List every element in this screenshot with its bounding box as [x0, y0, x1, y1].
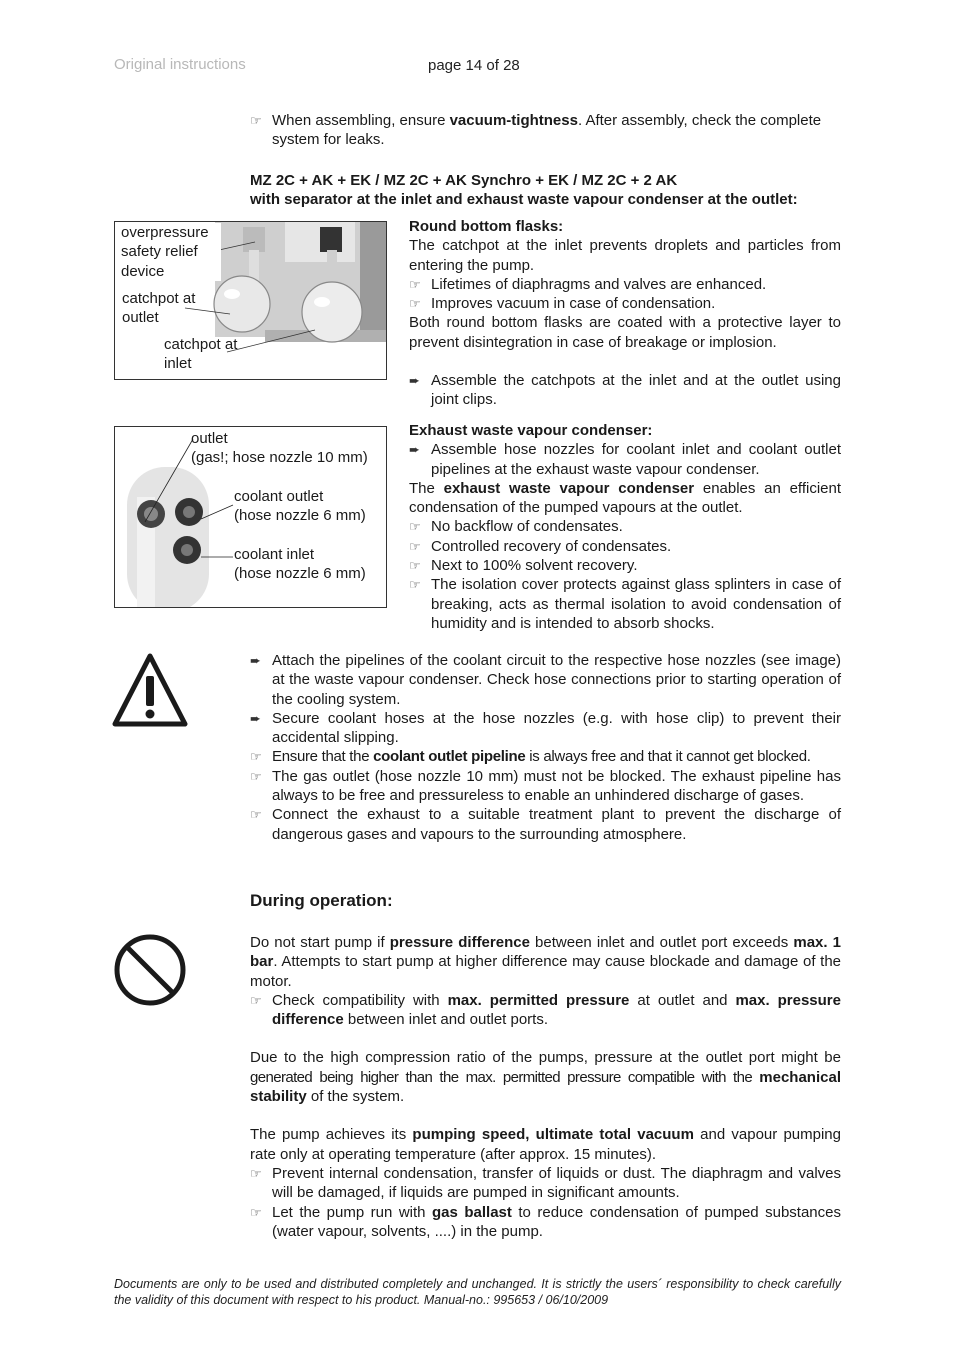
note-hand-icon: ☞	[409, 538, 421, 554]
label-outlet: outlet (gas!; hose nozzle 10 mm)	[191, 430, 368, 467]
footer-disclaimer: Documents are only to be used and distributed completely and unchanged. It is strictly the users´ responsibility to check carefully the validity of this document with respect to his product. Manual-no.: 995653 / 06/10/2009	[114, 1277, 841, 1307]
intro-note: ☞ When assembling, ensure vacuum-tightness. After assembly, check the complete system for leaks.	[250, 112, 822, 149]
section-warning: ➨ Attach the pipelines of the coolant circuit to the respective hose nozzles (see image) at the waste vapour condenser. Check hose connections prior to starting operation of the cooling system. ➨ Secure coolant hoses at the hose nozzles (e.g. with hose clip) to prevent their accidental slipping. ☞ Ensure that the coolant outlet pipeline is always free and that it cannot get blocked. ☞ The gas outlet (hose nozzle 10 mm) must not be blocked. The exhaust pipeline has always to be free and pressureless to enable an unhindered discharge of gases. ☞ Connect the exhaust to a suitable treatment plant to prevent the discharge of dangerous gases and vapours to the surrounding atmosphere.	[250, 652, 841, 843]
note-hand-icon: ☞	[409, 558, 421, 574]
note-hand-icon: ☞	[250, 1204, 262, 1220]
note-hand-icon: ☞	[250, 807, 262, 823]
note-hand-icon: ☞	[409, 296, 421, 312]
note-hand-icon: ☞	[250, 992, 262, 1008]
label-relief-device: overpressure safety relief device	[121, 223, 221, 281]
round-flasks-heading: Round bottom flasks:	[409, 218, 564, 235]
note-hand-icon: ☞	[409, 577, 421, 593]
note-hand-icon: ☞	[409, 519, 421, 535]
condenser-heading: Exhaust waste vapour condenser:	[409, 422, 653, 439]
section-round-flasks: Round bottom flasks: The catchpot at the inlet prevents droplets and particles from entering the pump. ☞ Lifetimes of diaphragms and valves are enhanced. ☞ Improves vacuum in case of condensation. Both round bottom flasks are coated with a protective layer to prevent disintegration in case of breakage or implosion. ➨ Assemble the catchpots at the inlet and at the outlet using joint clips.	[409, 218, 841, 409]
label-catchpot-outlet: catchpot at outlet	[122, 290, 196, 327]
action-arrow-icon: ➨	[409, 442, 420, 458]
note-hand-icon: ☞	[250, 1165, 262, 1181]
page-number: page 14 of 28	[428, 57, 520, 74]
action-arrow-icon: ➨	[250, 653, 261, 668]
warning-triangle-icon	[112, 652, 188, 728]
model-title: MZ 2C + AK + EK / MZ 2C + AK Synchro + EK / MZ 2C + 2 AK with separator at the inlet and exhaust waste vapour condenser at the outlet:	[250, 172, 798, 209]
label-catchpot-inlet: catchpot at inlet	[164, 336, 238, 373]
figure-condenser	[114, 426, 387, 608]
prohibition-icon	[112, 932, 188, 1008]
note-hand-icon: ☞	[250, 749, 262, 765]
label-coolant-outlet: coolant outlet (hose nozzle 6 mm)	[234, 488, 366, 525]
note-hand-icon: ☞	[250, 113, 262, 128]
note-hand-icon: ☞	[409, 276, 421, 292]
section-operation: Do not start pump if pressure difference between inlet and outlet port exceeds max. 1 bar. Attempts to start pump at higher difference may cause blockade and damage of the motor. ☞ Check compatibility with max. permitted pressure at outlet and max. pressure difference between inlet and outlet ports. Due to the high compression ratio of the pumps, pressure at the outlet port might be generated being higher than the max. permitted pressure compatible with the mechanical stability of the system. The pump achieves its pumping speed, ultimate total vacuum and vapour pumping rate only at operating temperature (after approx. 15 minutes). ☞ Prevent internal condensation, transfer of liquids or dust. The diaphragm and valves will be damaged, if liquids are pumped in significant amounts. ☞ Let the pump run with gas ballast to reduce condensation of pumped substances (water vapour, solvents, ....) in the pump.	[250, 934, 841, 1240]
label-coolant-inlet: coolant inlet (hose nozzle 6 mm)	[234, 546, 366, 583]
action-arrow-icon: ➨	[409, 373, 420, 389]
section-condenser: Exhaust waste vapour condenser: ➨ Assemble hose nozzles for coolant inlet and coolant outlet pipelines at the exhaust waste vapour condenser. The exhaust waste vapour condenser enables an efficient condensation of the pumped vapours at the outlet. ☞ No backflow of condensates. ☞ Controlled recovery of condensates. ☞ Next to 100% solvent recovery. ☞ The isolation cover protects against glass splinters in case of breaking, acts as thermal isolation to avoid condensation of humidity and is intended to absorb shocks.	[409, 422, 842, 632]
operation-heading: During operation:	[250, 891, 393, 910]
note-hand-icon: ☞	[250, 768, 262, 784]
figure-catchpots	[114, 221, 387, 380]
header-doc-type: Original instructions	[114, 56, 246, 73]
action-arrow-icon: ➨	[250, 710, 261, 726]
